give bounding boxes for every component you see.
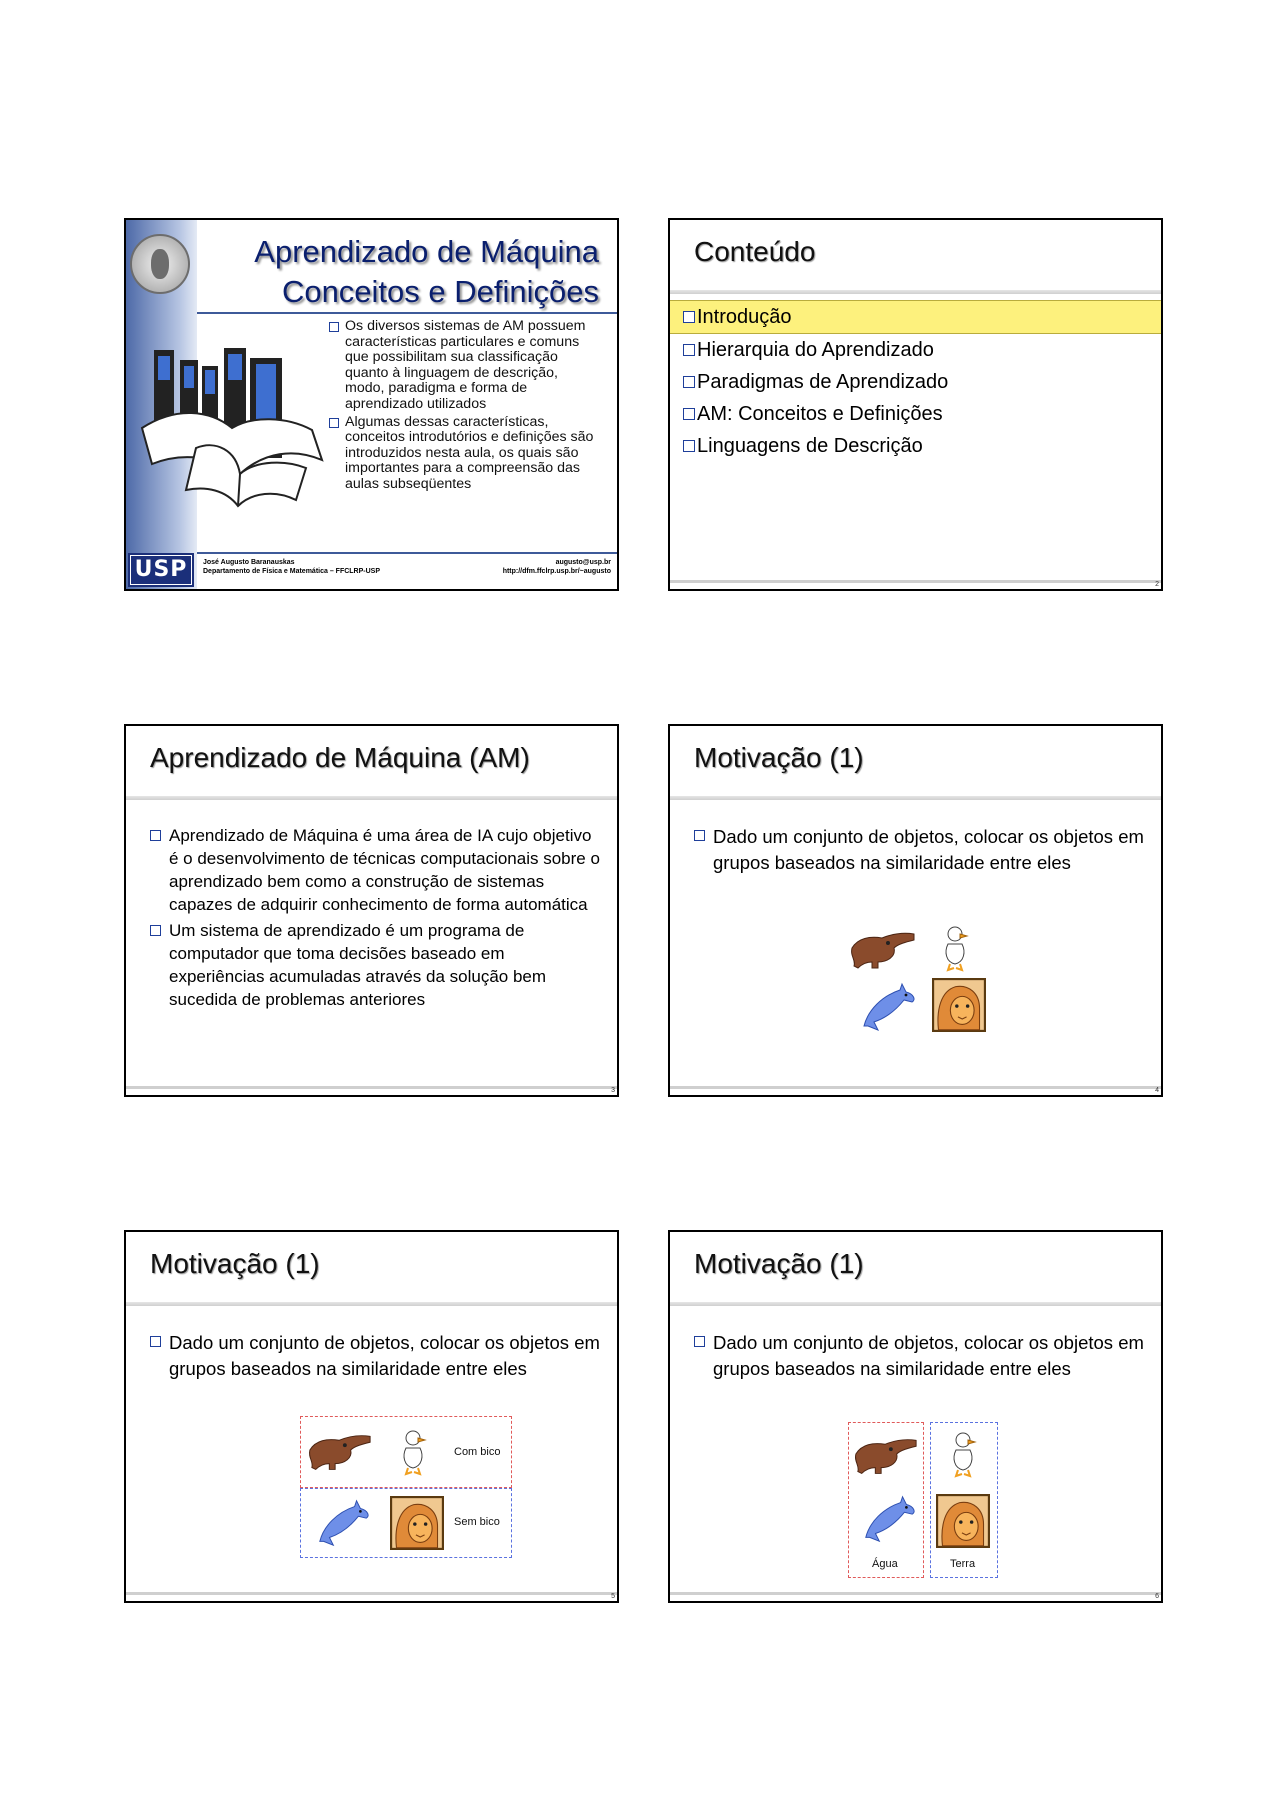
divider <box>670 580 1161 583</box>
list-item <box>694 824 1145 876</box>
bullet-text: Dado um conjunto de objetos, colocar os objetos em grupos baseados na similaridade entre eles <box>713 1332 1144 1379</box>
lion-icon <box>390 1496 444 1550</box>
slide-title-text: Motivação (1) <box>694 742 864 773</box>
duck-icon <box>398 1426 428 1476</box>
list-item-label: Linguagens de Descrição <box>697 435 923 457</box>
seal-logo <box>130 234 190 294</box>
slide-title-text: Motivação (1) <box>694 1248 864 1279</box>
group-label: Com bico <box>454 1446 501 1458</box>
duck-icon <box>940 922 970 972</box>
list-item <box>670 300 1161 334</box>
divider <box>670 1086 1161 1089</box>
checkbox-bullet-icon <box>683 440 695 452</box>
bullet-text: Dado um conjunto de objetos, colocar os objetos em grupos baseados na similaridade entre eles <box>713 826 1144 873</box>
slide-am <box>124 724 619 1097</box>
email: augusto@usp.br <box>555 559 611 566</box>
bullet-text: Os diversos sistemas de AM possuem características particulares e comuns que possibilitam sua classificação quanto à linguagem de descrição, modo, paradigma e forma de aprendizado utilizados <box>345 318 586 412</box>
url: http://dfm.ffclrp.usp.br/~augusto <box>502 568 611 575</box>
platypus-icon <box>848 926 918 970</box>
page-number: 4 <box>1155 1087 1159 1094</box>
checkbox-bullet-icon <box>683 408 695 420</box>
contents-list <box>670 300 1161 462</box>
list-item <box>670 430 1161 462</box>
author-name: José Augusto Baranauskas <box>203 559 295 566</box>
slide-title-text <box>254 232 599 312</box>
slide-motivation-2 <box>124 1230 619 1603</box>
divider <box>670 1592 1161 1595</box>
list-item <box>329 415 599 493</box>
lion-icon <box>936 1494 990 1548</box>
group-label: Água <box>872 1558 898 1570</box>
list-item <box>329 319 599 413</box>
slide-motivation-1 <box>668 724 1163 1097</box>
slide-contents <box>668 218 1163 591</box>
list-item <box>150 919 601 1011</box>
slide-motivation-3 <box>668 1230 1163 1603</box>
divider <box>670 1302 1161 1306</box>
list-item-label: Paradigmas de Aprendizado <box>697 371 949 393</box>
list-item <box>694 1330 1145 1382</box>
bullet-list <box>694 824 1145 878</box>
divider <box>126 796 617 800</box>
checkbox-bullet-icon <box>329 418 339 428</box>
department: Departamento de Física e Matemática – FFCLRP-USP <box>203 568 380 575</box>
title-line-2: Conceitos e Definições <box>281 274 599 309</box>
list-item-label: AM: Conceitos e Definições <box>697 403 943 425</box>
slide-title-text: Motivação (1) <box>150 1248 320 1279</box>
checkbox-bullet-icon <box>150 925 161 936</box>
group-label: Sem bico <box>454 1516 500 1528</box>
duck-icon <box>948 1428 978 1478</box>
page-number: 5 <box>611 1593 615 1600</box>
book-clipart <box>136 340 326 510</box>
bullet-text: Um sistema de aprendizado é um programa de computador que toma decisões baseado em experiências acumuladas através da solução bem sucedida de problemas anteriores <box>169 921 547 1009</box>
checkbox-bullet-icon <box>683 311 695 323</box>
list-item <box>150 824 601 916</box>
platypus-icon <box>852 1432 920 1476</box>
divider <box>197 312 617 314</box>
divider <box>670 290 1161 294</box>
group-label: Terra <box>950 1558 976 1570</box>
page-number: 3 <box>611 1087 615 1094</box>
usp-logo: USP <box>130 555 192 585</box>
platypus-icon <box>306 1428 374 1472</box>
divider <box>126 1086 617 1089</box>
page-number: 6 <box>1155 1593 1159 1600</box>
bullet-text: Algumas dessas características, conceitos introdutórios e definições são introduzidos nesta aula, os quais são importantes para a compreensão das aulas subseqüentes <box>345 413 594 492</box>
dolphin-icon <box>314 1498 372 1548</box>
divider <box>670 796 1161 800</box>
list-item <box>670 366 1161 398</box>
bullet-text: Aprendizado de Máquina é uma área de IA cujo objetivo é o desenvolvimento de técnicas computacionais sobre o aprendizado bem como a construção de sistemas capazes de adquirir conhecimento de forma automática <box>169 826 600 914</box>
bullet-list <box>150 1330 601 1384</box>
list-item <box>670 334 1161 366</box>
slide-title-text: Conteúdo <box>694 236 816 267</box>
page-number: 2 <box>1155 581 1159 588</box>
checkbox-bullet-icon <box>683 376 695 388</box>
checkbox-bullet-icon <box>150 830 161 841</box>
slide-title-text: Aprendizado de Máquina (AM) <box>150 742 530 773</box>
list-item-label: Hierarquia do Aprendizado <box>697 339 934 361</box>
dolphin-icon <box>860 1494 918 1544</box>
list-item <box>150 1330 601 1382</box>
intro-bullets <box>329 319 599 495</box>
slide-title <box>124 218 619 591</box>
divider <box>126 1302 617 1306</box>
bullet-list <box>150 824 601 1014</box>
checkbox-bullet-icon <box>694 1336 705 1347</box>
bullet-list <box>694 1330 1145 1384</box>
checkbox-bullet-icon <box>150 1336 161 1347</box>
dolphin-icon <box>858 982 918 1032</box>
list-item <box>670 398 1161 430</box>
lion-icon <box>932 978 986 1032</box>
checkbox-bullet-icon <box>694 830 705 841</box>
author-info <box>203 558 380 576</box>
divider <box>197 552 617 554</box>
bullet-text: Dado um conjunto de objetos, colocar os objetos em grupos baseados na similaridade entre eles <box>169 1332 600 1379</box>
checkbox-bullet-icon <box>329 322 339 332</box>
divider <box>126 1592 617 1595</box>
contact-info <box>503 558 611 576</box>
list-item-label: Introdução <box>697 306 792 328</box>
title-line-1: Aprendizado de Máquina <box>254 234 599 269</box>
checkbox-bullet-icon <box>683 344 695 356</box>
